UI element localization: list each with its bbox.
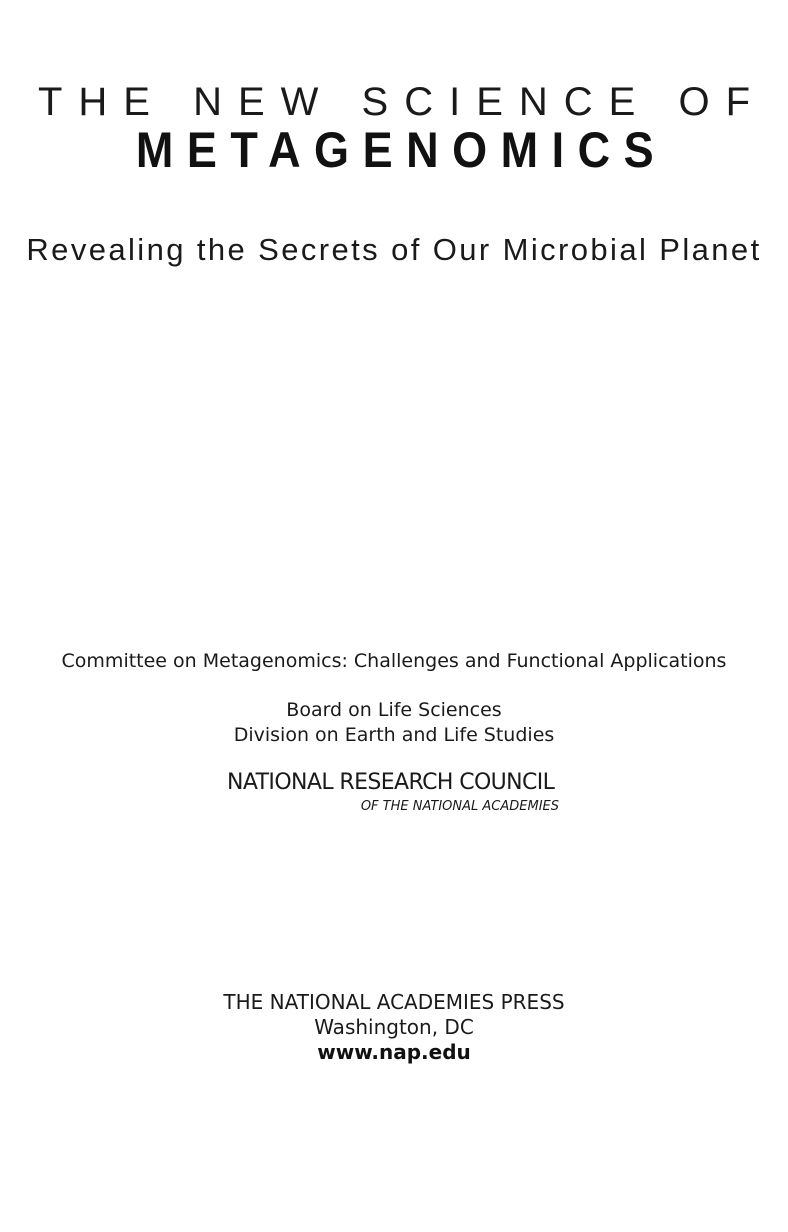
council-name: NATIONAL RESEARCH COUNCIL <box>227 770 555 795</box>
book-title <box>0 80 788 176</box>
council-subtitle: OF THE NATIONAL ACADEMIES <box>360 799 559 814</box>
publisher-block <box>0 990 788 1065</box>
committee-name: Committee on Metagenomics: Challenges and Functional Applications <box>61 650 727 672</box>
publisher-city: Washington, DC <box>314 1015 474 1039</box>
title-line-1: THE NEW SCIENCE OF <box>37 80 767 124</box>
board-division-block <box>0 698 788 748</box>
publisher-name: THE NATIONAL ACADEMIES PRESS <box>223 990 565 1014</box>
council-block <box>227 768 559 816</box>
division-name: Division on Earth and Life Studies <box>233 724 555 746</box>
board-name: Board on Life Sciences <box>286 699 502 721</box>
title-line-2: METAGENOMICS <box>135 122 668 178</box>
book-subtitle: Revealing the Secrets of Our Microbial Planet <box>26 232 762 267</box>
publisher-url-link[interactable]: www.nap.edu <box>317 1040 471 1064</box>
